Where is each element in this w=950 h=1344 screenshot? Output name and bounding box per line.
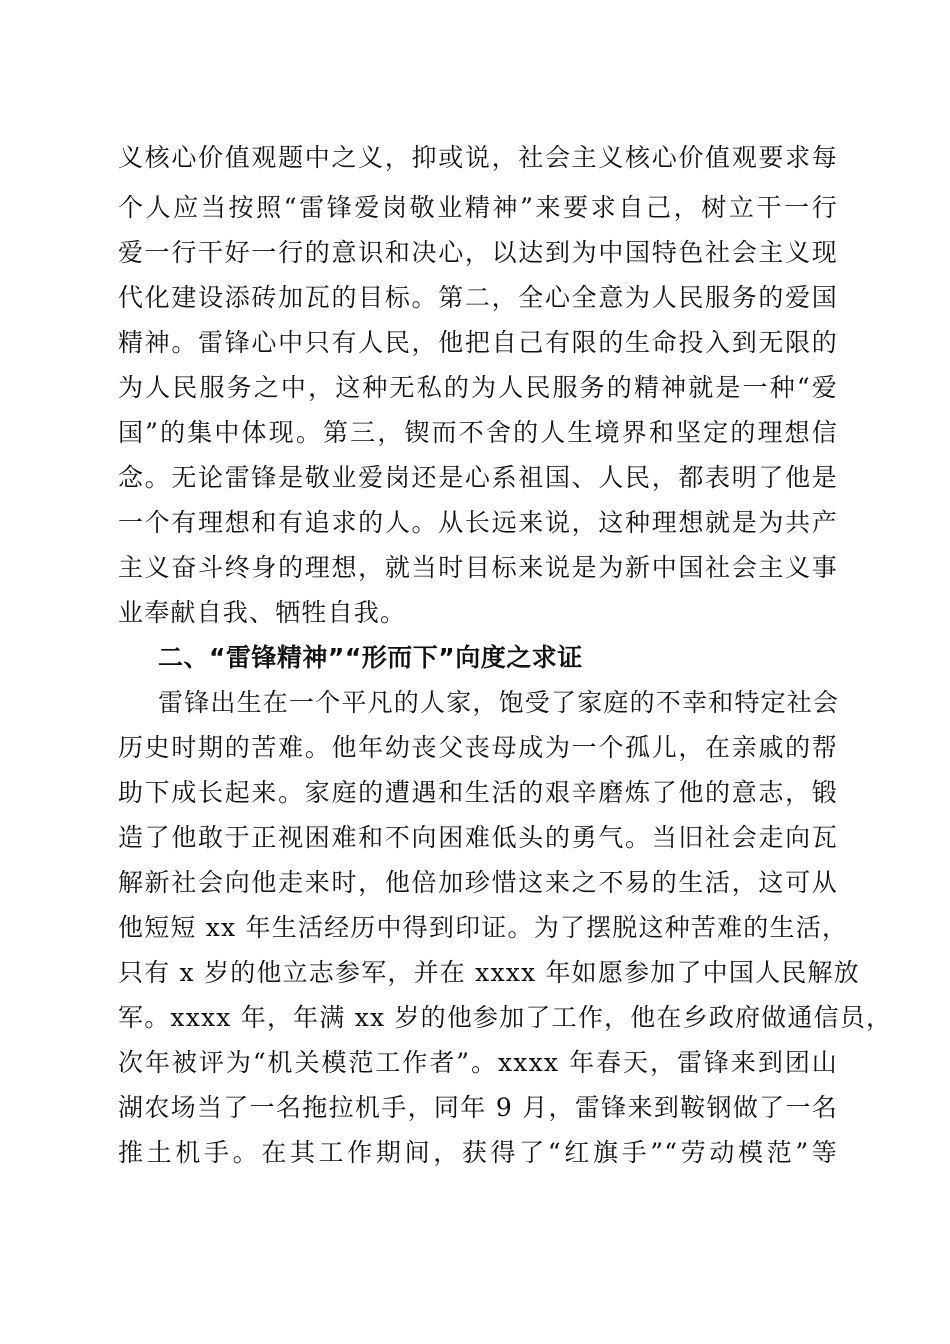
paragraph-line: 次年被评为“机关模范工作者”。xxxx 年春天，雷锋来到团山: [118, 1048, 838, 1077]
paragraph-line: 推土机手。在其工作期间，获得了“红旗手”“劳动模范”等: [118, 1138, 838, 1167]
paragraph-line: 湖农场当了一名拖拉机手，同年 9 月，雷锋来到鞍钢做了一名: [118, 1093, 838, 1122]
paragraph-line: 军。xxxx 年，年满 xx 岁的他参加了工作，他在乡政府做通信员，: [118, 1003, 893, 1032]
paragraph-line: 国”的集中体现。第三，锲而不舍的人生境界和坚定的理想信: [118, 418, 838, 447]
paragraph-line: 雷锋出生在一个平凡的人家，饱受了家庭的不幸和特定社会: [158, 688, 840, 717]
paragraph-line: 他短短 xx 年生活经历中得到印证。为了摆脱这种苦难的生活，: [118, 913, 849, 942]
paragraph-line: 一个有理想和有追求的人。从长远来说，这种理想就是为共产: [118, 508, 838, 537]
paragraph-line: 念。无论雷锋是敬业爱岗还是心系祖国、人民，都表明了他是: [118, 463, 838, 492]
paragraph-line: 业奉献自我、牺牲自我。: [118, 598, 407, 627]
paragraph-line: 历史时期的苦难。他年幼丧父丧母成为一个孤儿，在亲戚的帮: [118, 733, 838, 762]
paragraph-line: 个人应当按照“雷锋爱岗敬业精神”来要求自己，树立干一行: [118, 193, 838, 222]
paragraph-line: 助下成长起来。家庭的遭遇和生活的艰辛磨炼了他的意志，锻: [118, 778, 838, 807]
paragraph-line: 解新社会向他走来时，他倍加珍惜这来之不易的生活，这可从: [118, 868, 838, 897]
paragraph-line: 爱一行干好一行的意识和决心，以达到为中国特色社会主义现: [118, 238, 838, 267]
paragraph-line: 主义奋斗终身的理想，就当时目标来说是为新中国社会主义事: [118, 553, 838, 582]
paragraph-line: 为人民服务之中，这种无私的为人民服务的精神就是一种“爱: [118, 373, 838, 402]
paragraph-line: 精神。雷锋心中只有人民，他把自己有限的生命投入到无限的: [118, 328, 838, 357]
section-heading: 二、“雷锋精神”“形而下”向度之求证: [158, 643, 583, 672]
paragraph-line: 义核心价值观题中之义，抑或说，社会主义核心价值观要求每: [118, 143, 838, 172]
paragraph-line: 造了他敢于正视困难和不向困难低头的勇气。当旧社会走向瓦: [118, 823, 838, 852]
paragraph-line: 代化建设添砖加瓦的目标。第二，全心全意为人民服务的爱国: [118, 283, 838, 312]
paragraph-line: 只有 x 岁的他立志参军，并在 xxxx 年如愿参加了中国人民解放: [118, 958, 860, 987]
